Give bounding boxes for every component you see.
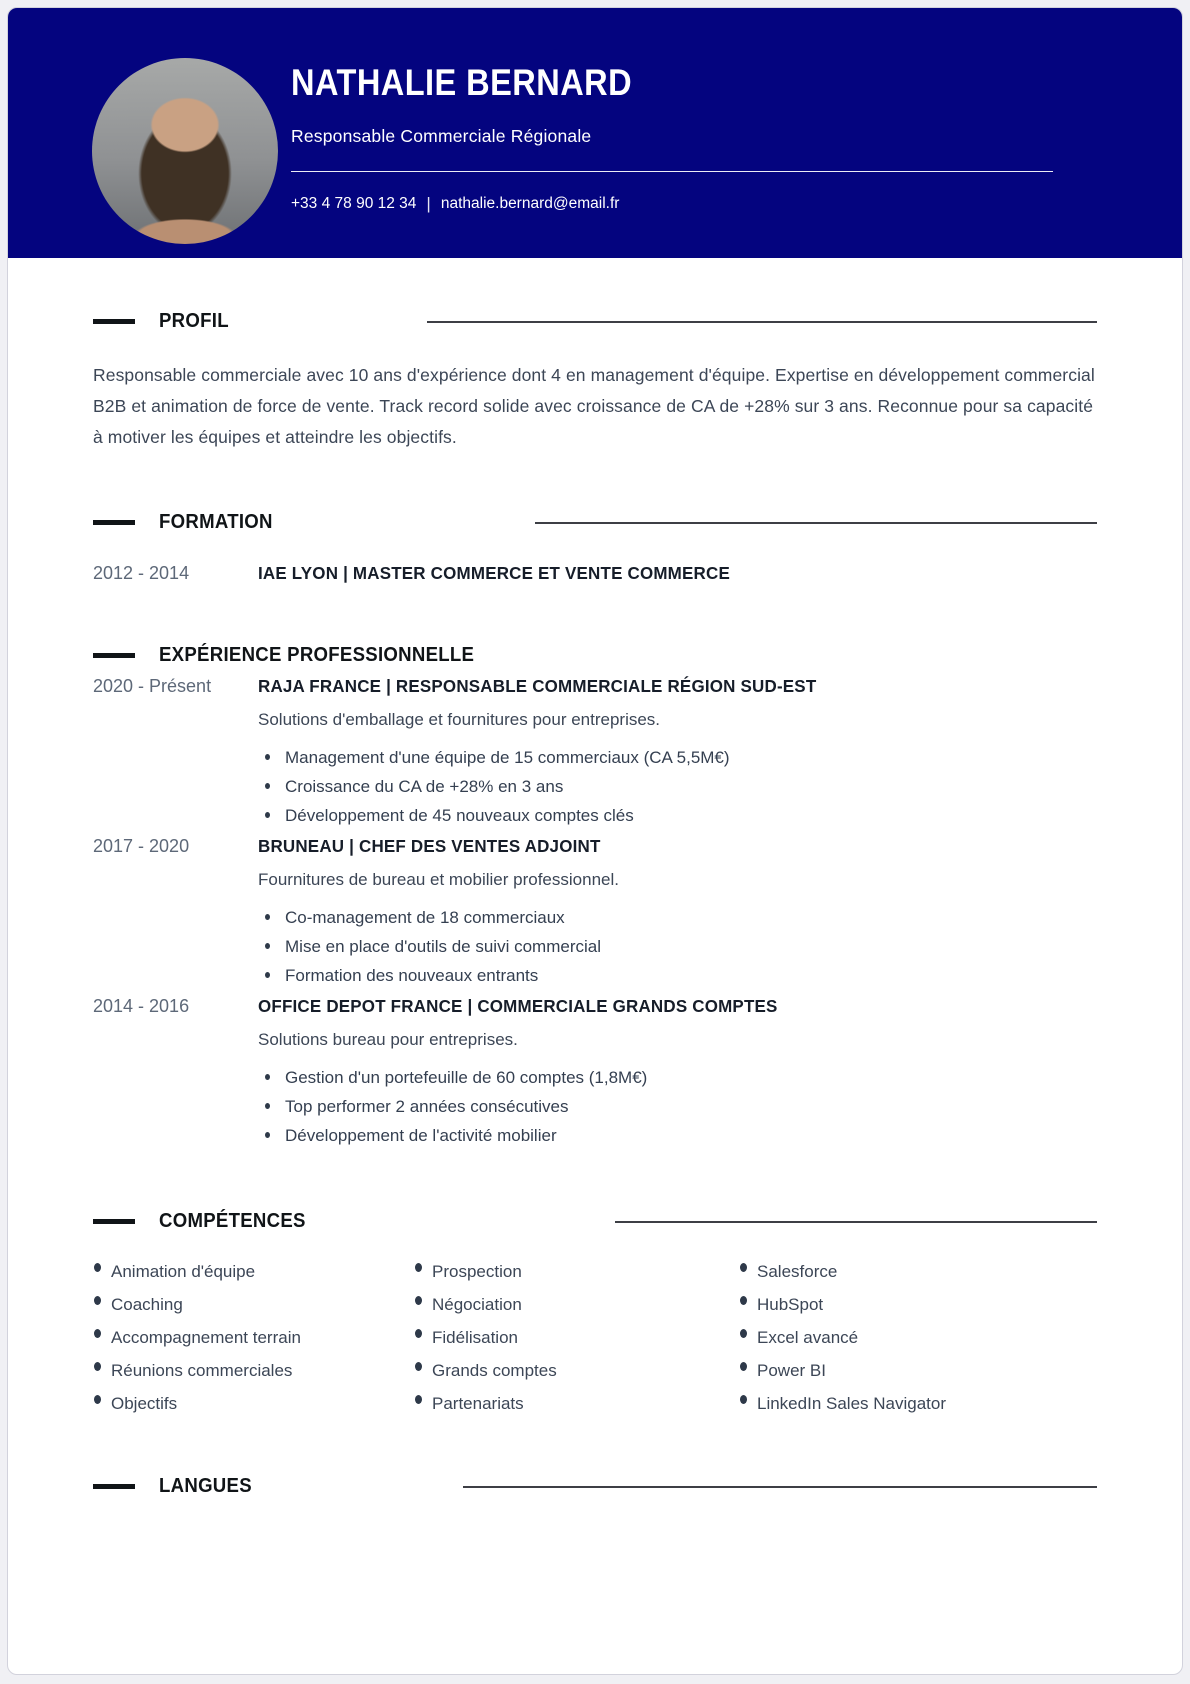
section-title: PROFIL [159,309,229,332]
skill-item: Coaching [93,1293,414,1326]
heading-dash [93,653,135,658]
skills-grid [93,1260,1097,1425]
skill-item: Fidélisation [414,1326,739,1359]
job-bullet: Gestion d'un portefeuille de 60 comptes (1,8M€) [258,1063,1097,1092]
job-subtitle: Solutions bureau pour entreprises. [258,1030,518,1049]
job-title-line: BRUNEAU | CHEF DES VENTES ADJOINT [258,836,601,856]
contact-line [291,194,1182,214]
job-title-line: OFFICE DEPOT FRANCE | COMMERCIALE GRANDS COMPTES [258,996,778,1016]
profil-paragraph: Responsable commerciale avec 10 ans d'expérience dont 4 en management d'équipe. Expertise en développement commercial B2B et animation de force de vente. Track record solide avec croissance de CA de +28% sur 3 ans. Reconnue pour sa capacité à motiver les équipes et atteindre les objectifs. [93,365,1095,447]
contact-separator: | [426,194,431,213]
resume-page [7,7,1183,1675]
job-bullet-list [258,743,1097,830]
experience-job [93,836,1097,990]
job-bullet: Croissance du CA de +28% en 3 ans [258,772,1097,801]
section-heading-formation [93,507,1097,537]
header-divider [291,171,1053,172]
skill-item: Grands comptes [414,1359,739,1392]
job-bullet: Formation des nouveaux entrants [258,961,1097,990]
profile-photo [92,58,278,244]
heading-rule [535,522,1097,524]
resume-body [8,306,1182,1501]
job-bullet: Mise en place d'outils de suivi commercial [258,932,1097,961]
section-heading-profil [93,306,1097,336]
formation-dates: 2012 - 2014 [93,563,190,583]
skills-column-3 [739,1260,1097,1425]
job-dates: 2020 - Présent [93,676,212,696]
skill-item: Négociation [414,1293,739,1326]
job-subtitle: Fournitures de bureau et mobilier professionnel. [258,870,619,889]
experience-job [93,996,1097,1150]
header [8,8,1182,258]
skills-column-1 [93,1260,414,1425]
job-bullet: Développement de l'activité mobilier [258,1121,1097,1150]
section-heading-langues [93,1471,1097,1501]
skill-item: Accompagnement terrain [93,1326,414,1359]
section-title: LANGUES [159,1474,252,1497]
job-bullet: Top performer 2 années consécutives [258,1092,1097,1121]
skill-item: Animation d'équipe [93,1260,414,1293]
skill-item: Objectifs [93,1392,414,1425]
skill-item: Partenariats [414,1392,739,1425]
formation-title: IAE LYON | MASTER COMMERCE ET VENTE COMMERCE [258,563,730,583]
section-title: EXPÉRIENCE PROFESSIONNELLE [159,643,475,666]
job-bullet-list [258,903,1097,990]
heading-dash [93,1219,135,1224]
heading-dash [93,520,135,525]
experience-job [93,676,1097,830]
section-title: COMPÉTENCES [159,1209,306,1232]
heading-dash [93,1484,135,1489]
job-title-line: RAJA FRANCE | RESPONSABLE COMMERCIALE RÉGION SUD-EST [258,676,817,696]
heading-rule [615,1221,1097,1223]
phone-number: +33 4 78 90 12 34 [291,195,417,212]
heading-rule [463,1486,1097,1488]
job-bullet: Management d'une équipe de 15 commerciaux (CA 5,5M€) [258,743,1097,772]
heading-rule [427,321,1097,323]
job-dates: 2014 - 2016 [93,996,190,1016]
formation-entry [93,563,1097,584]
skill-item: Excel avancé [739,1326,1097,1359]
skill-item: Réunions commerciales [93,1359,414,1392]
job-dates: 2017 - 2020 [93,836,190,856]
skill-item: Salesforce [739,1260,1097,1293]
skill-item: HubSpot [739,1293,1097,1326]
section-heading-experience [93,640,1097,670]
section-title: FORMATION [159,510,273,533]
job-bullet: Développement de 45 nouveaux comptes clés [258,801,1097,830]
skill-item: Power BI [739,1359,1097,1392]
section-heading-competences [93,1206,1097,1236]
skill-item: LinkedIn Sales Navigator [739,1392,1097,1425]
skill-item: Prospection [414,1260,739,1293]
job-title: Responsable Commerciale Régionale [291,126,592,146]
heading-dash [93,319,135,324]
job-bullet: Co-management de 18 commerciaux [258,903,1097,932]
job-subtitle: Solutions d'emballage et fournitures pour entreprises. [258,710,661,729]
email-address: nathalie.bernard@email.fr [440,195,620,212]
job-bullet-list [258,1063,1097,1150]
skills-column-2 [414,1260,739,1425]
candidate-name: NATHALIE BERNARD [291,62,633,103]
